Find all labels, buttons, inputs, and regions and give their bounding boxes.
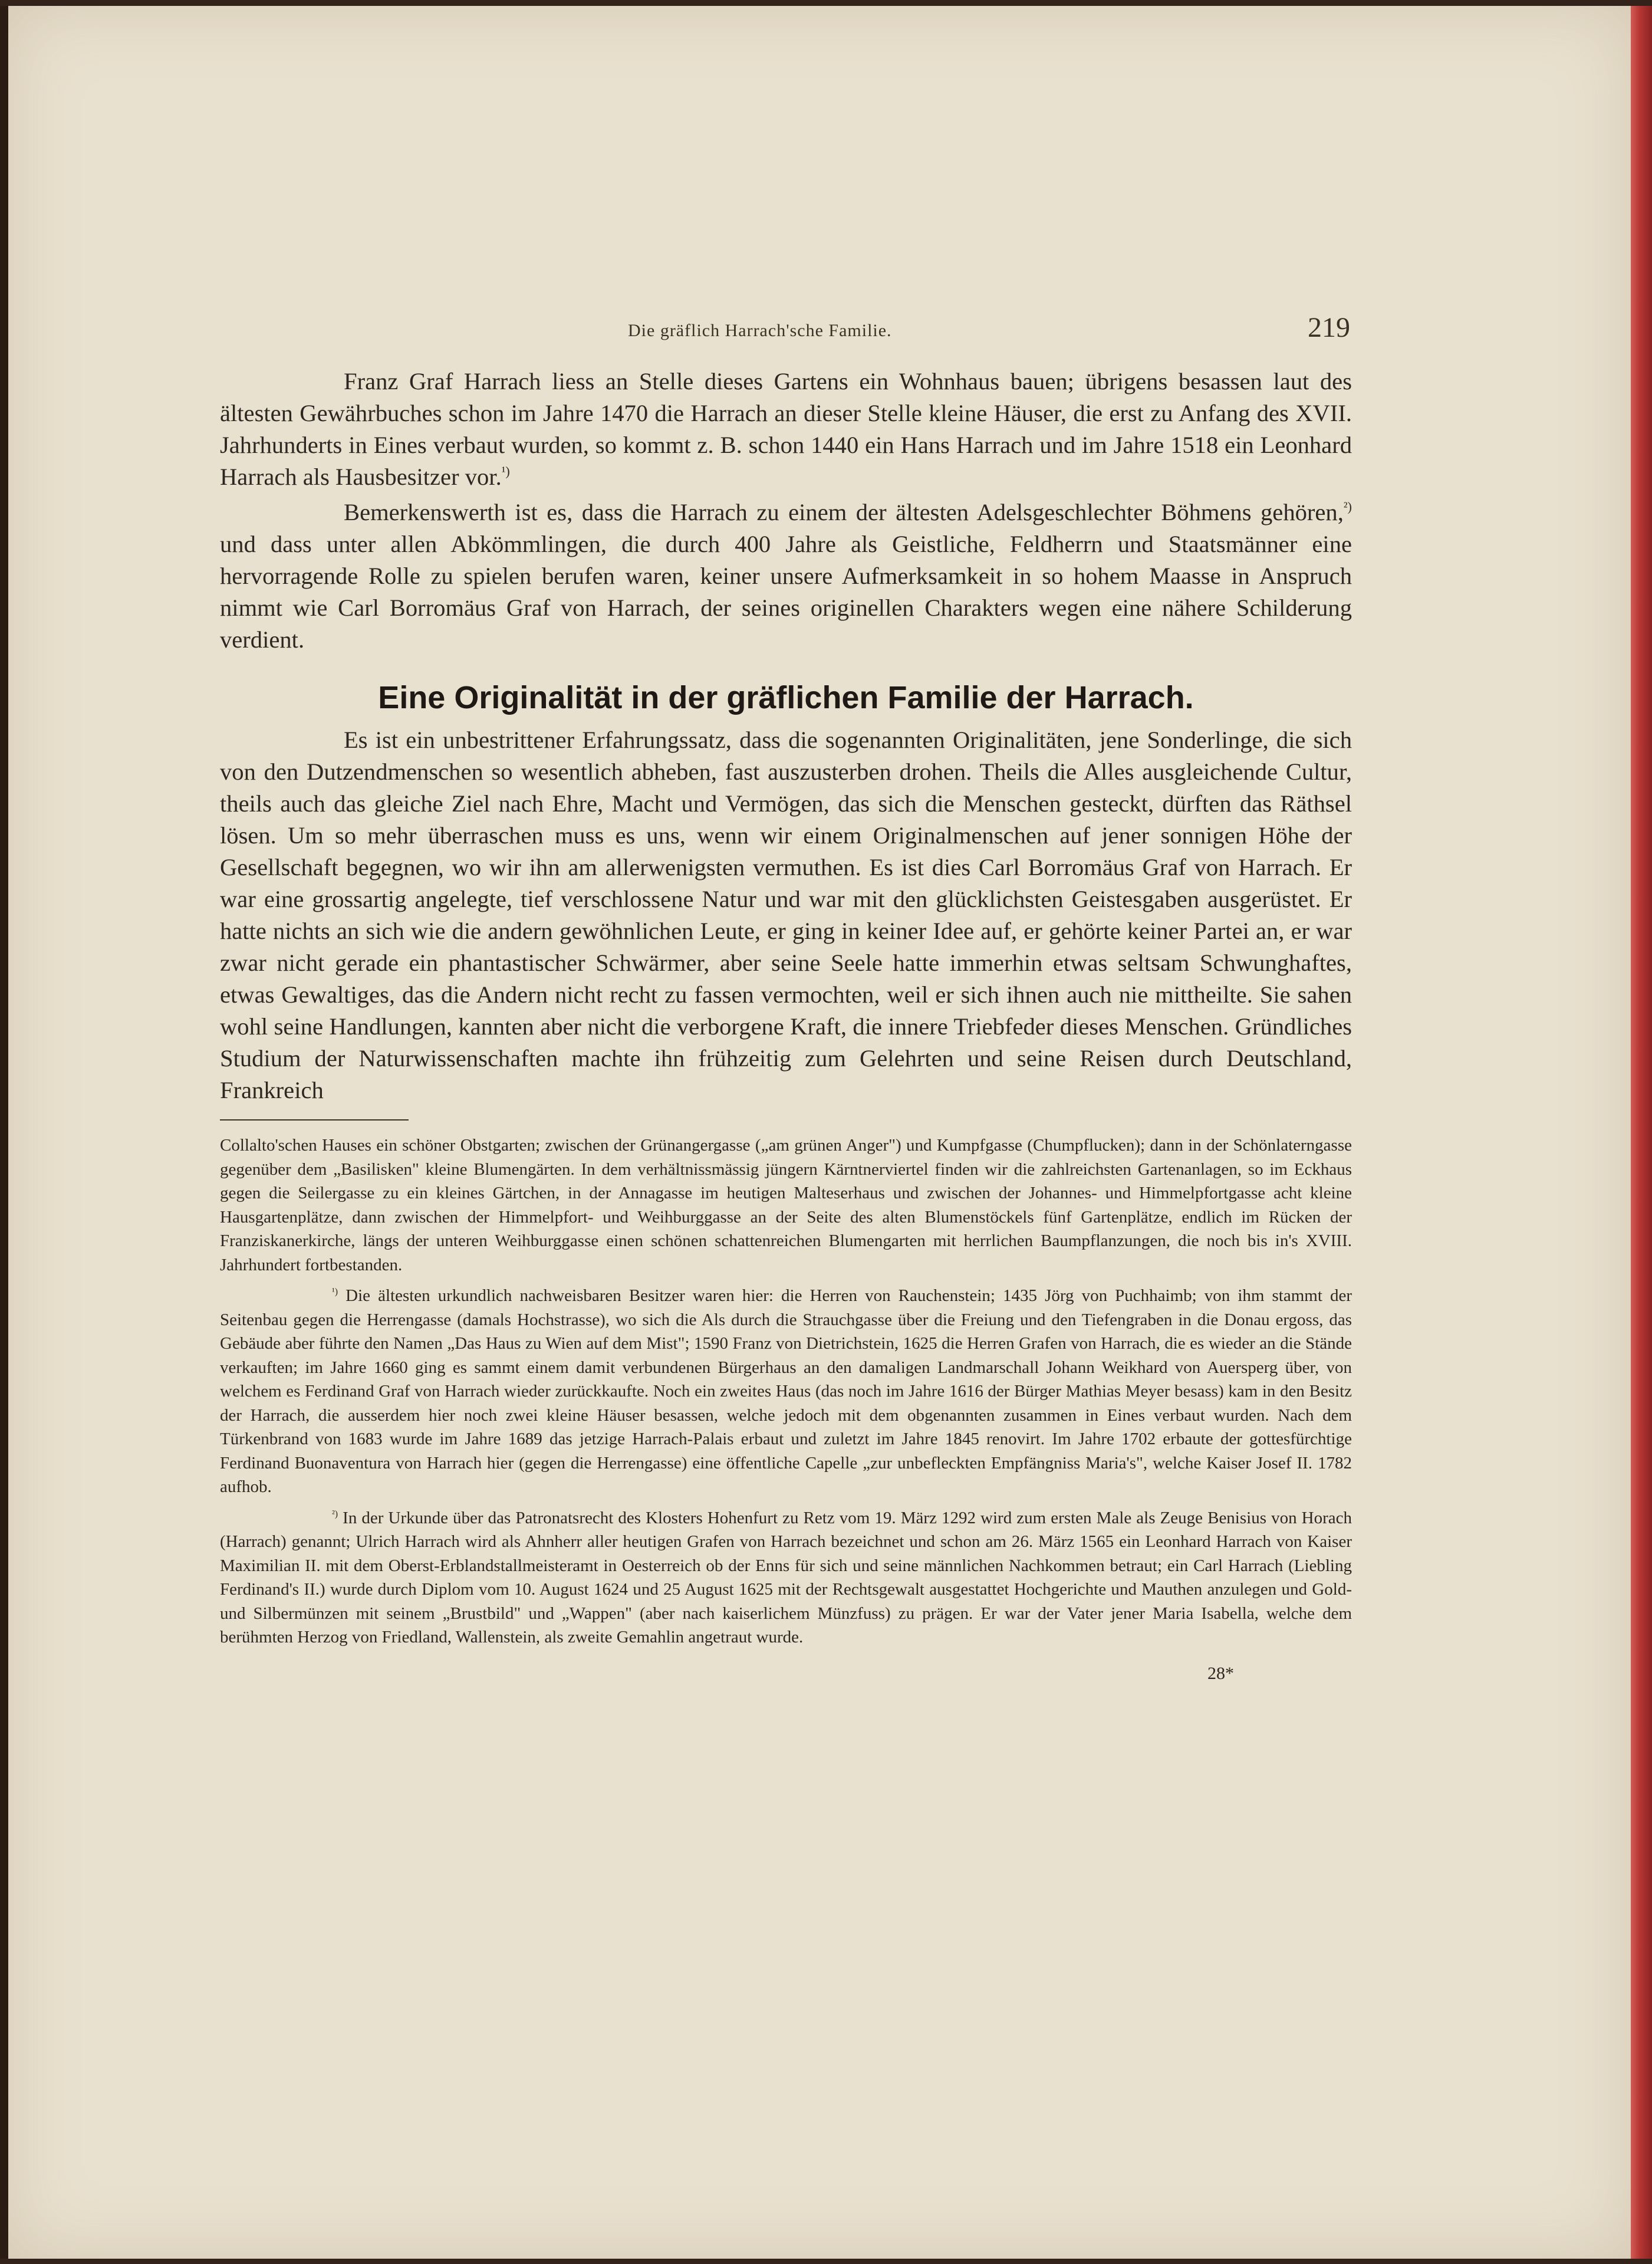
paragraph-1: [220, 366, 1352, 493]
running-head: [0, 307, 1356, 354]
page-number: 219: [1308, 312, 1350, 343]
running-title: Die gräflich Harrach'sche Familie.: [628, 321, 892, 340]
footnote-1: [220, 1284, 1352, 1499]
footnote-ref-1: ¹): [501, 464, 510, 479]
footnote-2-mark: ²): [332, 1509, 338, 1519]
footnote-1-text: Die ältesten urkundlich nachweisbaren Besitzer waren hier: die Herren von Rauchenstein; 1435 Jörg von Puchhaimb; von ihm stammt der Seitenbau gegen die Herrengasse (damals Hochstrasse), wo sich die Als durch die Strauchgasse über die Freiung und den Tiefengraben in die Donau ergoss, das Gebäude aber führte den Namen „Das Haus zu Wien auf dem Mist"; 1590 Franz von Dietrichstein, 1625 die Herren Grafen von Harrach, die es wieder an die Stände verkauften; im Jahre 1660 ging es sammt einem damit verbundenen Bürgerhaus an den damaligen Landmarschall Johann Weikhard von Auersperg über, von welchem es Ferdinand Graf von Harrach wieder zurückkaufte. Noch ein zweites Haus (das noch im Jahre 1616 der Bürger Mathias Meyer besass) kam in den Besitz der Harrach, die ausserdem hier noch zwei kleine Häuser besassen, welche jedoch mit dem obgenannten zusammen in Eines verbaut wurden. Nach dem Türkenbrand von 1683 wurde im Jahre 1689 das jetzige Harrach-Palais erbaut und zuletzt im Jahre 1845 renovirt. Im Jahre 1702 erbaute der gottesfürchtige Ferdinand Buonaventura von Harrach hier (gegen die Herrengasse) eine öffentliche Capelle „zur unbefleckten Empfängniss Maria's", welche Kaiser Josef II. 1782 aufhob.: [220, 1286, 1352, 1496]
paragraph-2: [220, 497, 1352, 656]
footnote-divider: [220, 1119, 409, 1121]
footnote-1-mark: ¹): [332, 1286, 338, 1297]
paragraph-1-text: Franz Graf Harrach liess an Stelle dieses Gartens ein Wohnhaus bauen; übrigens besassen laut des ältesten Gewährbuches schon im Jahre 1470 die Harrach an dieser Stelle kleine Häuser, die erst zu Anfang des XVII. Jahrhunderts in Eines verbaut wurden, so kommt z. B. schon 1440 ein Hans Harrach und im Jahre 1518 ein Leonhard Harrach als Hausbesitzer vor.: [220, 368, 1352, 490]
paragraph-2-text-a: Bemerkenswerth ist es, dass die Harrach zu einem der ältesten Adelsgeschlechter Böhmens gehören,: [344, 499, 1344, 525]
book-edge-red: [1631, 6, 1652, 2259]
section-paragraph: Es ist ein unbestrittener Erfahrungssatz, dass die sogenannten Originalitäten, jene Sonderlinge, die sich von den Dutzendmenschen so wesentlich abheben, fast auszusterben drohen. Theils die Alles ausgleichende Cultur, theils auch das gleiche Ziel nach Ehre, Macht und Vermögen, das sich die Menschen gesteckt, dürften das Räthsel lösen. Um so mehr überraschen muss es uns, wenn wir einem Originalmenschen auf jener sonnigen Höhe der Gesellschaft begegnen, wo wir ihn am allerwenigsten vermuthen. Es ist dies Carl Borromäus Graf von Harrach. Er war eine grossartig angelegte, tief verschlossene Natur und war mit den glücklichsten Geistesgaben ausgerüstet. Er hatte nichts an sich wie die andern gewöhnlichen Leute, er ging in keiner Idee auf, er gehörte keiner Partei an, er war zwar nicht gerade ein phantastischer Schwärmer, aber seine Seele hatte immerhin etwas seltsam Schwunghaftes, etwas Gewaltiges, das die Andern nicht recht zu fassen vermochten, weil er sich ihnen auch nie mittheilte. Sie sahen wohl seine Handlungen, kannten aber nicht die verborgene Kraft, die innere Triebfeder dieses Menschen. Gründliches Studium der Naturwissenschaften machte ihn frühzeitig zum Gelehrten und seine Reisen durch Deutschland, Frankreich: [220, 727, 1352, 1103]
footnote-2: [220, 1506, 1352, 1649]
footnote-2-text: In der Urkunde über das Patronatsrecht des Klosters Hohenfurt zu Retz vom 19. März 1292 wird zum ersten Male als Zeuge Benisius von Horach (Harrach) genannt; Ulrich Harrach wird als Ahnherr aller heutigen Grafen von Harrach bezeichnet und schon am 26. März 1565 ein Leonhard Harrach von Kaiser Maximilian II. mit dem Oberst-Erblandstallmeisteramt in Oesterreich ob der Enns für sich und seine männlichen Nachkommen betraut; ein Carl Harrach (Liebling Ferdinand's II.) wurde durch Diplom vom 10. August 1624 und 25 August 1625 mit der Rechtsgewalt ausgestattet Hochgerichte und Mauthen anzulegen und Gold- und Silbermünzen mit seinem „Brustbild" und „Wappen" (aber nach kaiserlichem Münzfuss) zu prägen. Er war der Vater jener Maria Isabella, welche dem berühmten Herzog von Friedland, Wallenstein, als zweite Gemahlin angetraut wurde.: [220, 1508, 1352, 1647]
body-text: [220, 366, 1352, 1684]
paragraph-2-text-b: und dass unter allen Abkömmlingen, die durch 400 Jahre als Geistliche, Feldherrn und Staatsmänner eine hervorragende Rolle zu spielen berufen waren, keiner unsere Aufmerksamkeit in so hohem Maasse in Anspruch nimmt wie Carl Borromäus Graf von Harrach, der seines originellen Charakters wegen eine nähere Schilderung verdient.: [220, 531, 1352, 653]
footnote-ref-2: ²): [1343, 499, 1352, 514]
section-title: Eine Originalität in der gräflichen Familie der Harrach.: [378, 680, 1194, 715]
signature-mark: 28*: [1207, 1663, 1234, 1683]
footnote-continued: Collalto'schen Hauses ein schöner Obstgarten; zwischen der Grünangergasse („am grünen Anger") und Kumpfgasse (Chumpflucken); dann in der Schönlaterngasse gegenüber dem „Basilisken" kleine Blumengärten. In dem verhältnissmässig jüngern Kärntnerviertel finden wir die zahlreichsten Gartenanlagen, so im Eckhaus gegen die Seilergasse zu ein kleines Gärtchen, in der Annagasse im heutigen Malteserhaus und zwischen der Johannes- und Himmelpfortgasse acht kleine Hausgartenplätze, dann zwischen der Himmelpfort- und Weihburggasse an der Seite des alten Blumenstöckels fünf Gartenplätze, endlich im Rücken der Franziskanerkirche, längs der unteren Weihburggasse einen schönen schattenreichen Blumengarten mit herrlichen Baumpflanzungen, die noch bis in's XVIII. Jahrhundert fortbestanden.: [220, 1136, 1352, 1274]
